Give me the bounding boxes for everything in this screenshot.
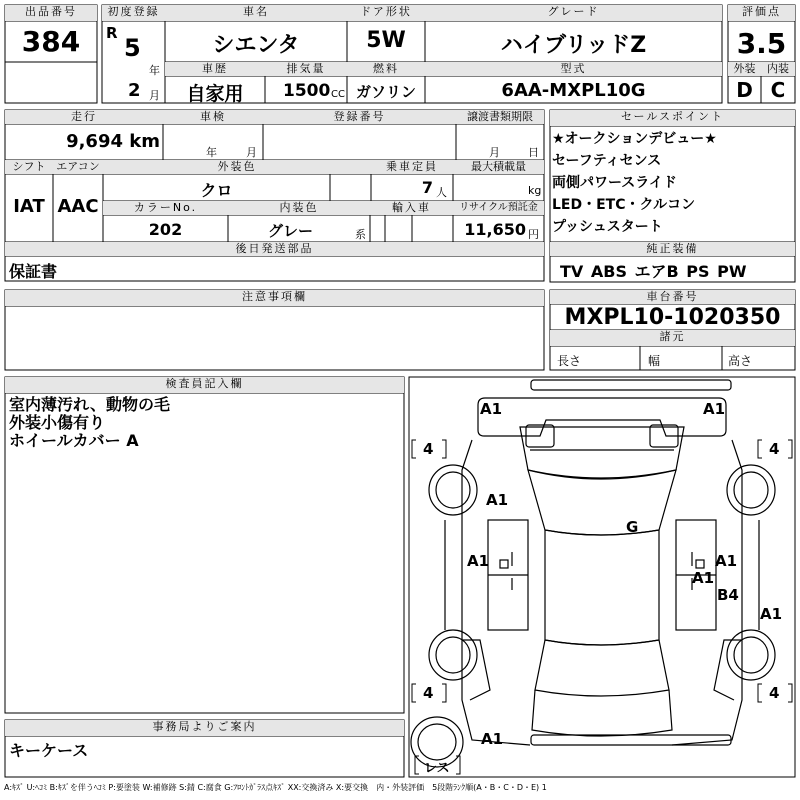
transfer-month-unit: 月 bbox=[489, 146, 500, 159]
era: R bbox=[106, 24, 118, 42]
damage-mark: A1 bbox=[481, 730, 504, 748]
score-label: 評価点 bbox=[728, 5, 795, 21]
damage-mark: G bbox=[626, 518, 639, 536]
reg-month: 2 bbox=[128, 80, 141, 101]
color-no-label: カラーNo. bbox=[103, 201, 228, 215]
aircon-label: エアコン bbox=[53, 160, 103, 174]
ext-score-label: 外装 bbox=[728, 62, 761, 76]
max-load-unit: kg bbox=[528, 184, 542, 197]
door-type: 5W bbox=[366, 28, 406, 53]
damage-mark: A1 bbox=[715, 552, 738, 570]
ext-color-label: 外装色 bbox=[103, 160, 371, 174]
displacement-label: 排気量 bbox=[265, 62, 347, 76]
int-score: C bbox=[770, 78, 786, 102]
spare-tire-status: レス bbox=[424, 761, 450, 776]
int-color-value: グレー bbox=[267, 222, 313, 240]
damage-mark: B4 bbox=[717, 586, 739, 604]
inspection-label: 車検 bbox=[163, 110, 263, 124]
tire-tread-front-left: 4 bbox=[423, 440, 434, 458]
sales-point-item: LED・ETC・クルコン bbox=[552, 197, 696, 213]
displacement-value: 1500 bbox=[283, 81, 331, 101]
import-label: 輸入車 bbox=[370, 201, 453, 215]
recycle-label: リサイクル預託金 bbox=[453, 201, 544, 215]
sales-points-list bbox=[552, 128, 795, 238]
sales-point-item: セーフティセンス bbox=[552, 153, 662, 169]
reg-month-unit: 月 bbox=[149, 89, 160, 102]
damage-legend: A:ｷｽﾞ U:ﾍｺﾐ B:ｷｽﾞを伴うﾍｺﾐ P:要塗装 W:補修跡 S:錆 C:腐食 G:ﾌﾛﾝﾄｶﾞﾗｽ点ｷｽﾞ XX:交換済み X:要交換 内・外装評価 5段階ﾗﾝｸ順(A・B・C・D・E) 1 bbox=[4, 783, 547, 792]
inspector-note-line: 外装小傷有り bbox=[9, 413, 106, 432]
grade-value: ハイブリッドZ bbox=[500, 33, 647, 58]
reg-year-unit: 年 bbox=[149, 64, 160, 77]
fuel-label: 燃料 bbox=[347, 62, 425, 76]
color-no-value: 202 bbox=[148, 220, 183, 239]
spec-length-label: 長さ bbox=[557, 354, 582, 368]
tire-tread-rear-left: 4 bbox=[423, 684, 434, 702]
int-color-unit: 系 bbox=[355, 228, 366, 241]
damage-mark: A1 bbox=[467, 552, 490, 570]
fuel-value: ガソリン bbox=[355, 83, 416, 101]
spec-width-label: 幅 bbox=[648, 354, 661, 368]
int-score-label: 内装 bbox=[761, 62, 795, 76]
door-label: ドア形状 bbox=[347, 5, 425, 21]
specs-label: 諸元 bbox=[550, 330, 795, 346]
inspector-note-line: ホイールカバー A bbox=[9, 431, 139, 450]
lot-label: 出品番号 bbox=[5, 5, 97, 21]
car-name: シエンタ bbox=[212, 33, 300, 58]
later-parts-value: 保証書 bbox=[9, 262, 58, 281]
capacity-value: 7 bbox=[421, 178, 433, 197]
chassis-label: 車台番号 bbox=[550, 290, 795, 304]
transfer-label: 譲渡書類期限 bbox=[456, 110, 544, 124]
spec-height-label: 高さ bbox=[728, 354, 753, 368]
displacement-unit: CC bbox=[331, 89, 345, 100]
recycle-unit: 円 bbox=[528, 228, 539, 241]
sales-points-label: セールスポイント bbox=[550, 110, 795, 126]
inspection-month-unit: 月 bbox=[246, 146, 257, 159]
equipment-label: 純正装備 bbox=[550, 242, 795, 256]
int-color-label: 内装色 bbox=[228, 201, 370, 215]
grade-label: グレード bbox=[425, 5, 722, 21]
damage-mark: A1 bbox=[486, 491, 509, 509]
model-label: 型式 bbox=[425, 62, 722, 76]
mileage-value: 9,694 km bbox=[66, 131, 160, 152]
notes-label: 注意事項欄 bbox=[5, 290, 544, 306]
reg-no-label: 登録番号 bbox=[263, 110, 456, 124]
tire-tread-front-right: 4 bbox=[769, 440, 780, 458]
max-load-label: 最大積載量 bbox=[453, 160, 544, 174]
capacity-label: 乗車定員 bbox=[371, 160, 453, 174]
capacity-unit: 人 bbox=[436, 186, 447, 199]
inspection-year-unit: 年 bbox=[206, 146, 217, 159]
equipment-value: TV ABS エアB PS PW bbox=[560, 262, 747, 281]
damage-mark: A1 bbox=[703, 400, 726, 418]
transfer-day-unit: 日 bbox=[528, 146, 539, 159]
history-label: 車歴 bbox=[165, 62, 265, 76]
sales-point-item: プッシュスタート bbox=[552, 219, 663, 235]
reg-year: 5 bbox=[124, 34, 141, 62]
tire-tread-rear-right: 4 bbox=[769, 684, 780, 702]
office-label: 事務局よりご案内 bbox=[5, 720, 404, 736]
shift-label: シフト bbox=[5, 160, 53, 174]
mileage-label: 走行 bbox=[5, 110, 163, 124]
damage-mark: A1 bbox=[480, 400, 503, 418]
aircon-value: AAC bbox=[57, 196, 99, 217]
first-reg-label: 初度登録 bbox=[102, 5, 165, 21]
shift-value: IAT bbox=[13, 196, 45, 217]
later-parts-label: 後日発送部品 bbox=[5, 242, 544, 256]
lot-number: 384 bbox=[21, 25, 81, 58]
ext-color-value: クロ bbox=[200, 181, 233, 200]
score-value: 3.5 bbox=[736, 27, 787, 60]
damage-mark: A1 bbox=[692, 569, 715, 587]
car-name-label: 車名 bbox=[165, 5, 347, 21]
sales-point-item: 両側パワースライド bbox=[552, 175, 677, 191]
sales-point-item: ★オークションデビュー★ bbox=[552, 131, 717, 147]
inspector-notes bbox=[9, 396, 401, 450]
damage-mark: A1 bbox=[760, 605, 783, 623]
inspector-note-line: 室内薄汚れ、動物の毛 bbox=[9, 395, 170, 414]
model-value: 6AA-MXPL10G bbox=[501, 80, 646, 101]
history-value: 自家用 bbox=[186, 83, 244, 105]
office-value: キーケース bbox=[9, 741, 89, 760]
recycle-value: 11,650 bbox=[464, 220, 526, 239]
inspector-label: 検査員記入欄 bbox=[5, 377, 404, 393]
chassis-number: MXPL10-1020350 bbox=[564, 305, 781, 330]
ext-score: D bbox=[736, 78, 753, 102]
